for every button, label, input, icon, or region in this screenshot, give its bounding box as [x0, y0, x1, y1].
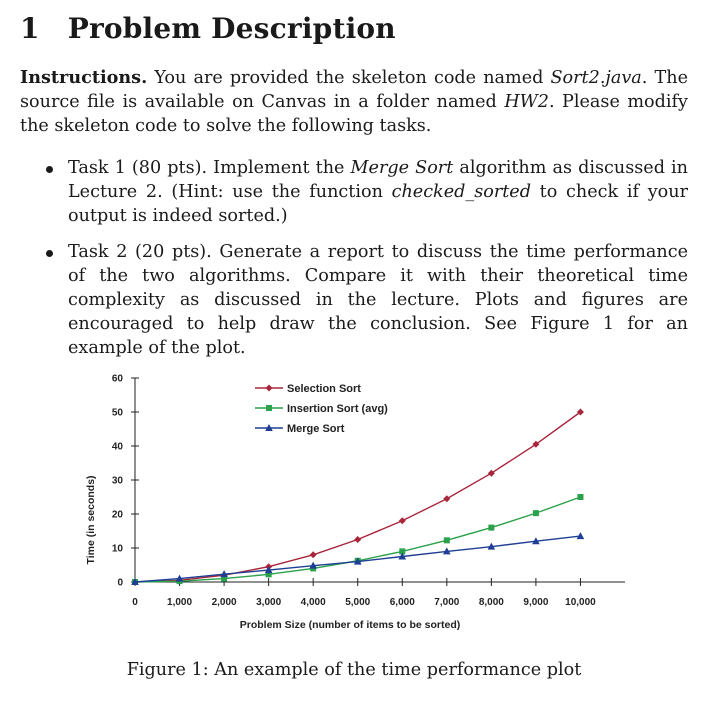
instructions-text-3: . Please modify the skeleton code to solve the following tasks. — [20, 92, 688, 136]
y-tick-label: 60 — [111, 373, 123, 385]
task-1-algorithm: Merge Sort — [350, 158, 454, 178]
x-tick-label: 6,000 — [389, 597, 415, 608]
section-title: Problem Description — [67, 12, 396, 45]
data-point — [533, 510, 539, 516]
y-tick-label: 10 — [111, 543, 123, 555]
x-axis-title: Problem Size (number of items to be sorted) — [239, 619, 461, 631]
instructions-paragraph — [20, 66, 688, 138]
data-point — [488, 470, 495, 477]
time-performance-chart — [80, 360, 640, 640]
x-tick-label: 2,000 — [211, 597, 237, 608]
legend-label: Selection Sort — [287, 383, 361, 395]
instructions-label: Instructions. — [20, 67, 148, 88]
x-tick-label: 3,000 — [256, 597, 282, 608]
figure-caption: Figure 1: An example of the time performance plot — [126, 660, 582, 680]
y-tick-label: 30 — [111, 475, 123, 487]
data-point — [577, 494, 583, 500]
instructions-text-1: You are provided the skeleton code named — [147, 68, 551, 88]
x-tick-label: 4,000 — [300, 597, 326, 608]
file-name: Sort2.java — [550, 68, 642, 88]
data-point — [354, 536, 361, 543]
data-point — [310, 551, 317, 558]
y-tick-label: 20 — [111, 509, 123, 521]
x-tick-label: 5,000 — [345, 597, 371, 608]
task-2-text: Task 2 (20 pts). Generate a report to discuss the time performance of the two algorithms. Compare it with their theoretical time complexity as discussed in the lecture. Plots and figures are encouraged to help draw the conclusion. See Figure 1 for an example of the plot. — [44, 240, 688, 360]
series-line-0 — [135, 412, 580, 582]
folder-name: HW2 — [504, 92, 549, 112]
legend-marker — [266, 385, 273, 392]
legend-label: Insertion Sort (avg) — [287, 403, 388, 415]
x-tick-label: 0 — [132, 597, 138, 608]
task-1-item — [44, 156, 688, 228]
task-1-part-3: to check if your output is indeed sorted.) — [68, 182, 688, 226]
task-1-part-2: algorithm as discussed in Lecture 2. (Hint: use the function — [68, 158, 688, 202]
data-point — [399, 517, 406, 524]
y-tick-label: 50 — [111, 407, 123, 419]
task-1-text — [44, 156, 688, 228]
x-tick-label: 7,000 — [434, 597, 460, 608]
section-heading — [20, 12, 396, 45]
legend-label: Merge Sort — [287, 423, 345, 435]
section-number: 1 — [20, 12, 40, 45]
data-point — [443, 495, 450, 502]
data-point — [444, 537, 450, 543]
y-axis-title: Time (in seconds) — [85, 475, 97, 565]
x-tick-label: 1,000 — [167, 597, 193, 608]
instructions-text-2: . The source file is available on Canvas in a folder named — [20, 68, 688, 112]
legend-marker — [266, 405, 272, 411]
y-tick-label: 0 — [117, 577, 123, 589]
task-1-function: checked_sorted — [391, 182, 531, 202]
data-point — [577, 532, 585, 539]
task-2-item — [44, 240, 688, 360]
x-tick-label: 9,000 — [523, 597, 549, 608]
x-tick-label: 8,000 — [478, 597, 504, 608]
y-tick-label: 40 — [111, 441, 123, 453]
data-point — [488, 525, 494, 531]
task-1-part-1: Task 1 (80 pts). Implement the — [68, 158, 351, 178]
x-tick-label: 10,000 — [565, 597, 596, 608]
